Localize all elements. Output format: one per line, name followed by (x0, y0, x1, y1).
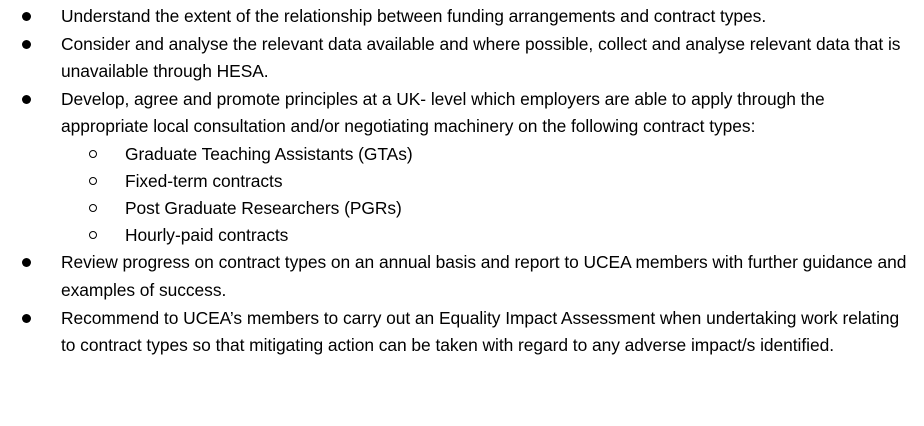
list-item (0, 249, 910, 304)
list-item (0, 31, 910, 86)
hollow-circle-bullet-icon (89, 231, 97, 239)
bullet-icon (22, 40, 31, 49)
contract-types-list (61, 141, 910, 249)
list-item-text: Develop, agree and promote principles at a UK- level which employers are able to apply through the appropriate local consultation and/or negotiating machinery on the following contract types: (61, 88, 825, 137)
sub-list-item-text: Hourly-paid contracts (125, 225, 289, 246)
list-item (0, 86, 910, 141)
sub-list-item (61, 168, 910, 195)
sub-list-item-text: Fixed-term contracts (125, 171, 283, 192)
sub-list-item-text: Graduate Teaching Assistants (GTAs) (125, 143, 413, 164)
list-item-text: Consider and analyse the relevant data available and where possible, collect and analyse relevant data that is unavailable through HESA. (61, 33, 901, 82)
list-item-text: Recommend to UCEA’s members to carry out an Equality Impact Assessment when undertaking work relating to contract types so that mitigating action can be taken with regard to any adverse impact/s identified. (61, 307, 900, 356)
sub-list-container (0, 141, 910, 249)
list-item (0, 3, 910, 31)
bullet-icon (22, 314, 31, 323)
hollow-circle-bullet-icon (89, 204, 97, 212)
sub-list-item (61, 222, 910, 249)
bullet-icon (22, 258, 31, 267)
sub-list-item-text: Post Graduate Researchers (PGRs) (125, 198, 402, 219)
hollow-circle-bullet-icon (89, 177, 97, 185)
bullet-icon (22, 12, 31, 21)
hollow-circle-bullet-icon (89, 150, 97, 158)
list-item-text: Review progress on contract types on an annual basis and report to UCEA members with further guidance and examples of success. (61, 252, 907, 300)
bullet-list (0, 3, 910, 360)
bullet-icon (22, 95, 31, 104)
list-item-text: Understand the extent of the relationship between funding arrangements and contract types. (61, 6, 767, 26)
sub-list-item (61, 195, 910, 222)
sub-list-item (61, 141, 910, 168)
list-item (0, 305, 910, 360)
